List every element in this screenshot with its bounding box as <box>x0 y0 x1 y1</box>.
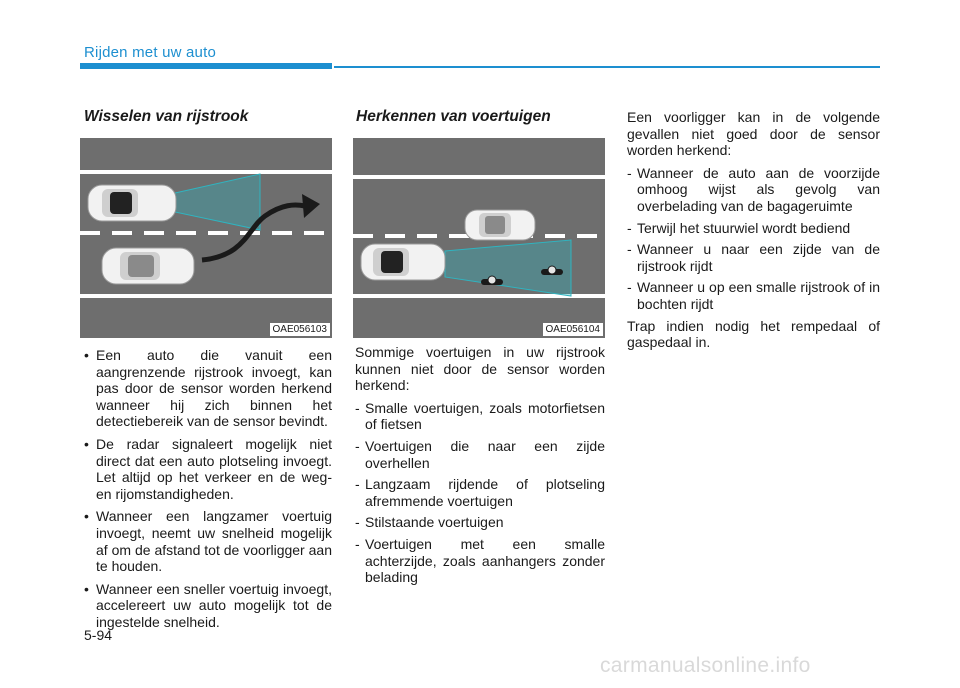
col3-intro: Een voorligger kan in de volgende gevallen niet goed door de sensor worden herkend: <box>627 109 880 159</box>
list-item: - Wanneer de auto aan de voorzijde omhoog wijst als gevolg van overbelading van de bagageruimte <box>627 165 880 215</box>
own-car-icon <box>361 244 445 280</box>
header-rule-thick <box>80 63 332 69</box>
list-item: - Stilstaande voertuigen <box>355 514 605 531</box>
lane-line-bottom <box>80 294 332 298</box>
lane-change-bullets <box>84 347 332 631</box>
list-item: - Smalle voertuigen, zoals motorfietsen of fietsen <box>355 400 605 433</box>
lane-line-top <box>353 175 605 179</box>
list-item: • Wanneer een langzamer voertuig invoegt, neemt uw snelheid mogelijk af om de afstand tot de voorligger aan te houden. <box>84 508 332 574</box>
own-car-icon <box>88 185 176 221</box>
figure-vehicle-detection <box>353 138 605 338</box>
heading-lane-change: Wisselen van rijstrook <box>84 108 249 125</box>
watermark: carmanualsonline.info <box>600 654 811 677</box>
col1-text <box>84 347 332 637</box>
figure-code: OAE056104 <box>543 323 604 336</box>
list-item: - Terwijl het stuurwiel wordt bediend <box>627 220 880 237</box>
lane-change-illustration <box>80 138 332 338</box>
vehicle-detection-illustration <box>353 138 605 338</box>
list-item: • De radar signaleert mogelijk niet direct dat een auto plotseling invoegt. Let altijd op het verkeer en de weg- en rijomstandigheden. <box>84 436 332 502</box>
header-rule-thin <box>334 66 880 68</box>
road-surface <box>80 138 332 338</box>
merging-car-icon <box>102 248 194 284</box>
list-item: • Een auto die vanuit een aangrenzende rijstrook invoegt, kan pas door de sensor worden herkend wanneer hij zich binnen het detectiebereik van de sensor bevindt. <box>84 347 332 430</box>
col2-text <box>355 344 605 591</box>
list-item: - Langzaam rijdende of plotseling afremmende voertuigen <box>355 476 605 509</box>
list-item: - Wanneer u op een smalle rijstrook of in bochten rijdt <box>627 279 880 312</box>
detection-issues-list <box>627 165 880 313</box>
list-item: - Wanneer u naar een zijde van de rijstrook rijdt <box>627 241 880 274</box>
figure-lane-change <box>80 138 332 338</box>
section-title: Rijden met uw auto <box>84 44 217 61</box>
heading-vehicle-detection: Herkennen van voertuigen <box>356 108 551 125</box>
list-item: - Voertuigen die naar een zijde overhellen <box>355 438 605 471</box>
col3-outro: Trap indien nodig het rempedaal of gaspedaal in. <box>627 317 880 351</box>
list-item: - Voertuigen met een smalle achterzijde, zoals aanhangers zonder belading <box>355 536 605 586</box>
undetectable-vehicles-list <box>355 400 605 586</box>
ahead-car-icon <box>465 210 535 240</box>
figure-code: OAE056103 <box>270 323 331 336</box>
lane-line-top <box>80 170 332 174</box>
list-item: • Wanneer een sneller voertuig invoegt, accelereert uw auto mogelijk tot de ingestelde snelheid. <box>84 581 332 631</box>
col2-intro: Sommige voertuigen in uw rijstrook kunnen niet door de sensor worden herkend: <box>355 344 605 394</box>
page-number: 5-94 <box>84 627 113 643</box>
col3-text <box>627 109 880 357</box>
